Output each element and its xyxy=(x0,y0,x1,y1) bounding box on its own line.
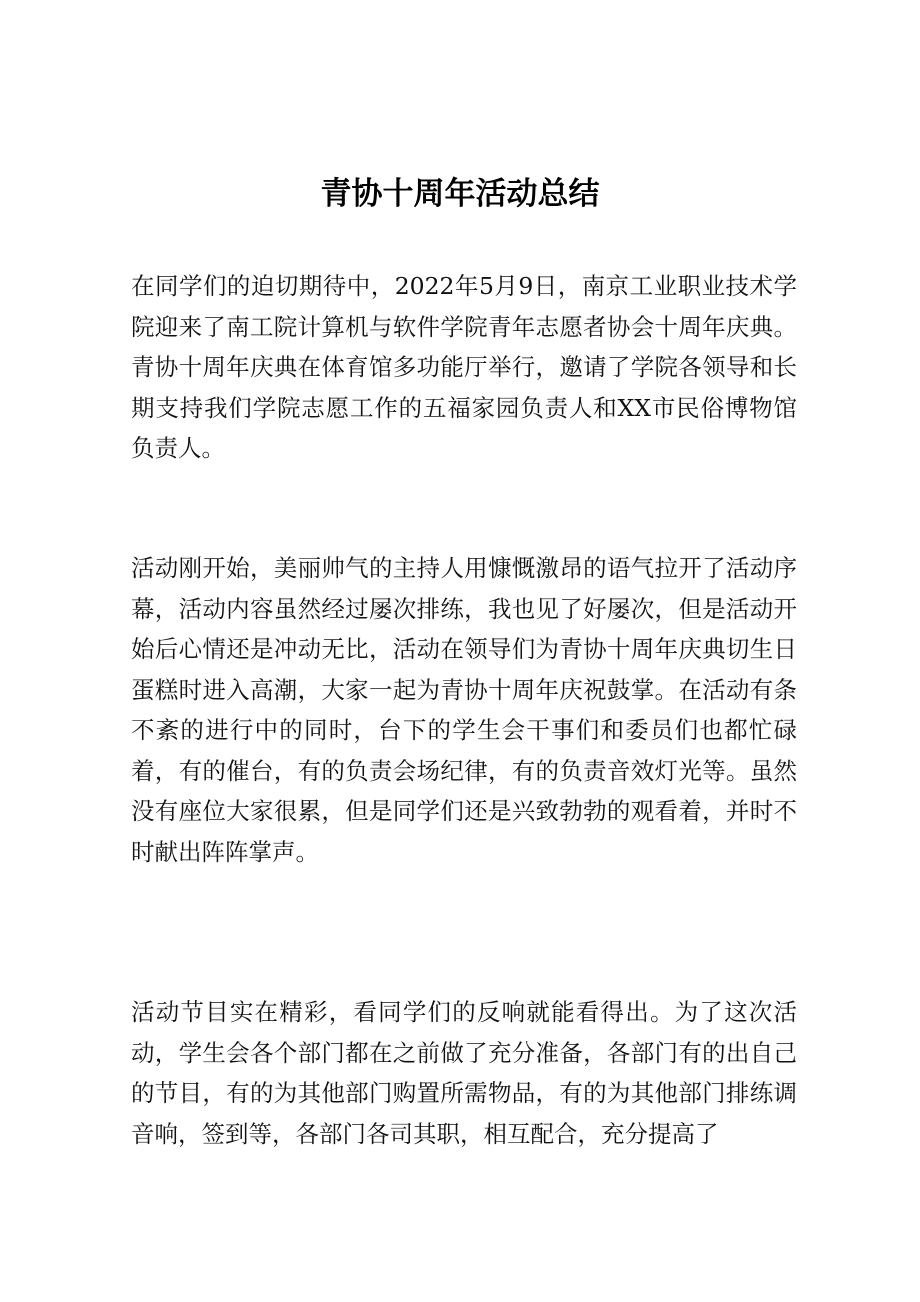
paragraph-3: 活动节目实在精彩，看同学们的反响就能看得出。为了这次活动，学生会各个部门都在之前做了充分准备，各部门有的出自己的节目，有的为其他部门购置所需物品，有的为其他部门排练调音响，签到等，各部门各司其职，相互配合，充分提高了 xyxy=(131,998,797,1148)
document-title: 青协十周年活动总结 xyxy=(320,176,600,212)
paragraph-2: 活动刚开始，美丽帅气的主持人用慷慨激昂的语气拉开了活动序幕，活动内容虽然经过屡次排练，我也见了好屡次，但是活动开始后心情还是冲动无比，活动在领导们为青协十周年庆典切生日蛋糕时进入高潮，大家一起为青协十周年庆祝鼓掌。在活动有条不紊的进行中的同时，台下的学生会干事们和委员们也都忙碌着，有的催台，有的负责会场纪律，有的负责音效灯光等。虽然没有座位大家很累，但是同学们还是兴致勃勃的观看着，并时不时献出阵阵掌声。 xyxy=(131,554,797,866)
paragraph-1: 在同学们的迫切期待中，2022年5月9日，南京工业职业技术学院迎来了南工院计算机与软件学院青年志愿者协会十周年庆典。青协十周年庆典在体育馆多功能厅举行，邀请了学院各领导和长期支持我们学院志愿工作的五福家园负责人和XX市民俗博物馆负责人。 xyxy=(131,272,797,462)
